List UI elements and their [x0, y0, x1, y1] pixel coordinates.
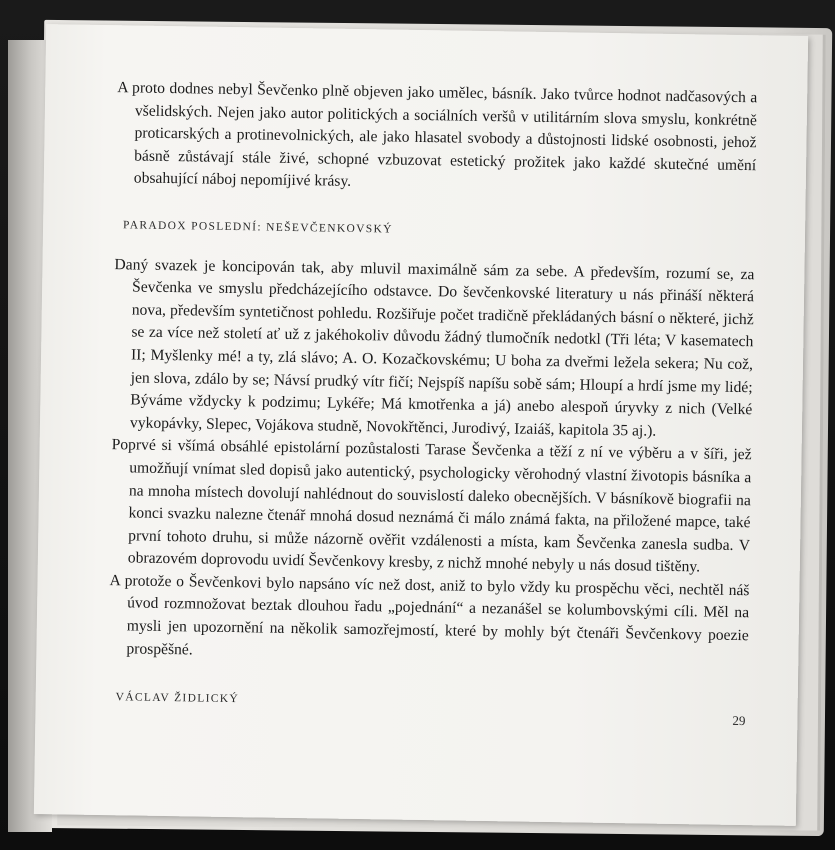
intro-paragraph: A proto dodnes nebyl Ševčenko plně objeven jako umělec, básník. Jako tvůrce hodnot nadčasových a všelidských. Nejen jako autor politických a sociálních veršů v utilitárním slova smyslu, konkrétně proticarských a protinevolnických, ale jako hlasatel svobody a důstojnosti lidské osobnosti, jehož básně zůstávají stále živé, schopné vzbuzovat estetický prožitek jako každé skutečné umění obsahující náboj nepomíjivé krásy. — [117, 79, 758, 191]
section-heading: PARADOX POSLEDNÍ: NEŠEVČENKOVSKÝ — [123, 219, 393, 236]
author-signature: VÁCLAV ŽIDLICKÝ — [115, 691, 240, 706]
paragraph-3: A protože o Ševčenkovi bylo napsáno víc než dost, aniž to bylo vždy ku prospěchu věci, nechtěl náš úvod rozmnožovat beztak dlouhou řadu „pojednání“ a nezanášel se kolumbovskými cíli. Měl na mysli jen upozornění na několik samozřejmostí, které by mohly být čtenáři Ševčenkovy poezie prospěšné. — [109, 572, 750, 659]
book-page — [34, 24, 808, 826]
paragraph-2: Poprvé si všímá obsáhlé epistolární pozůstalosti Tarase Ševčenka a těží z ní ve výběru a v šíři, jež umožňují vnímat sled dopisů jako autentický, psychologicky věrohodný vlastní životopis básníka a na mnoha místech dovolují nahlédnout do souvislostí daleko obecnějších. V básníkově biografii na konci svazku nalezne čtenář mnohá dosud neznámá či málo známá fakta, na přiložené mapce, také první tohoto druhu, si může názorně ověřit vzdálenosti a místa, kam Ševčenka zanesla sudba. V obrazovém doprovodu uvidí Ševčenkovy kresby, z nichž mnohé nebyly u nás dosud tištěny. — [111, 436, 752, 576]
page-content — [108, 77, 758, 719]
paragraph-1: Daný svazek je koncipován tak, aby mluvil maximálně sám za sebe. A především, rozumí se, za Ševčenka ve smyslu předcházejícího odstavce. Do ševčenkovské literatury u nás přináší některá nova, především syntetičnost pohledu. Rozšiřuje počet tradičně překládaných básní o některé, jichž se za více než století ať už z jakéhokoliv důvodu žádný tlumočník nedotkl (Tři léta; V kasematech II; Myšlenky mé! a ty, zlá slávo; A. O. Kozačkovskému; U boha za dveřmi ležela sekera; Nu což, jen slova, zdálo by se; Návsí prudký vítr fičí; Nejspíš napíšu sobě sám; Hloupí a hrdí jsme my lidé; Býváme vždycky k podzimu; Lykéře; Má kmotřenka a já) anebo alespoň úryvky z nich (Velké vykopávky, Slepec, Vojákova studně, Novokřtěnci, Jurodivý, Izaiáš, kapitola 35 aj.). — [114, 255, 755, 440]
page-number: 29 — [732, 712, 746, 729]
